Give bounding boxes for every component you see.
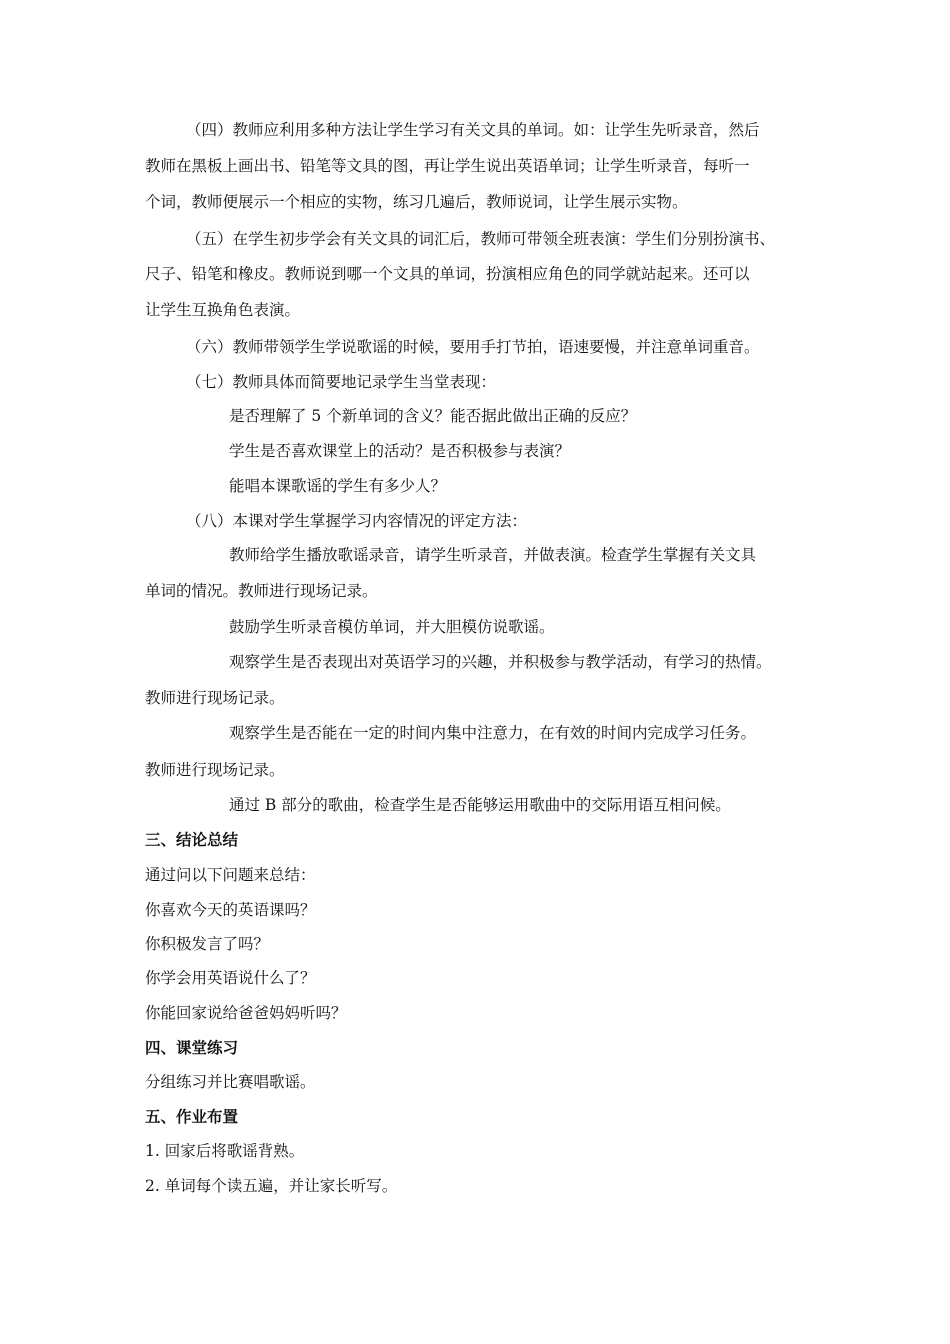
section3-heading: 三、结论总结: [145, 831, 239, 849]
item8-title: （八）本课对学生掌握学习内容情况的评定方法：: [186, 512, 528, 530]
item8-paragraph-3b: 教师进行现场记录。: [145, 689, 285, 707]
item4-line1: （四）教师应利用多种方法让学生学习有关文具的单词。如：让学生先听录音，然后: [186, 121, 760, 139]
item8-paragraph-4a: 观察学生是否能在一定的时间内集中注意力，在有效的时间内完成学习任务。: [229, 724, 757, 742]
item4-line3: 个词，教师便展示一个相应的实物，练习几遍后，教师说词，让学生展示实物。: [145, 193, 688, 211]
section5-heading: 五、作业布置: [145, 1108, 239, 1126]
item5-line3: 让学生互换角色表演。: [145, 301, 301, 319]
section3-intro: 通过问以下问题来总结：: [145, 866, 316, 884]
item8-paragraph-1b: 单词的情况。教师进行现场记录。: [145, 582, 378, 600]
item7-question-1: 是否理解了 5 个新单词的含义？能否据此做出正确的反应？: [229, 407, 637, 425]
homework-item-1: 1. 回家后将歌谣背熟。: [145, 1142, 305, 1160]
item7-title: （七）教师具体而简要地记录学生当堂表现：: [186, 373, 497, 391]
item6-text: （六）教师带领学生学说歌谣的时候，要用手打节拍，语速要慢，并注意单词重音。: [186, 338, 760, 356]
item5-line2: 尺子、铅笔和橡皮。教师说到哪一个文具的单词，扮演相应角色的同学就站起来。还可以: [145, 265, 750, 283]
section4-heading: 四、课堂练习: [145, 1039, 239, 1057]
item8-paragraph-2: 鼓励学生听录音模仿单词，并大胆模仿说歌谣。: [229, 618, 555, 636]
item8-paragraph-3a: 观察学生是否表现出对英语学习的兴趣，并积极参与教学活动，有学习的热情。: [229, 653, 772, 671]
section3-question-3: 你学会用英语说什么了？: [145, 969, 316, 987]
item8-paragraph-5: 通过 B 部分的歌曲，检查学生是否能够运用歌曲中的交际用语互相问候。: [229, 796, 731, 814]
item5-line1: （五）在学生初步学会有关文具的词汇后，教师可带领全班表演：学生们分别扮演书、: [186, 230, 776, 248]
item8-paragraph-1a: 教师给学生播放歌谣录音，请学生听录音，并做表演。检查学生掌握有关文具: [229, 546, 757, 564]
homework-item-2: 2. 单词每个读五遍，并让家长听写。: [145, 1177, 398, 1195]
section3-question-1: 你喜欢今天的英语课吗？: [145, 901, 316, 919]
item8-paragraph-4b: 教师进行现场记录。: [145, 761, 285, 779]
section4-text: 分组练习并比赛唱歌谣。: [145, 1073, 316, 1091]
item7-question-2: 学生是否喜欢课堂上的活动？是否积极参与表演？: [229, 442, 571, 460]
section3-question-2: 你积极发言了吗？: [145, 935, 270, 953]
item7-question-3: 能唱本课歌谣的学生有多少人？: [229, 477, 447, 495]
item4-line2: 教师在黑板上画出书、铅笔等文具的图，再让学生说出英语单词；让学生听录音，每听一: [145, 157, 750, 175]
section3-question-4: 你能回家说给爸爸妈妈听吗？: [145, 1004, 347, 1022]
